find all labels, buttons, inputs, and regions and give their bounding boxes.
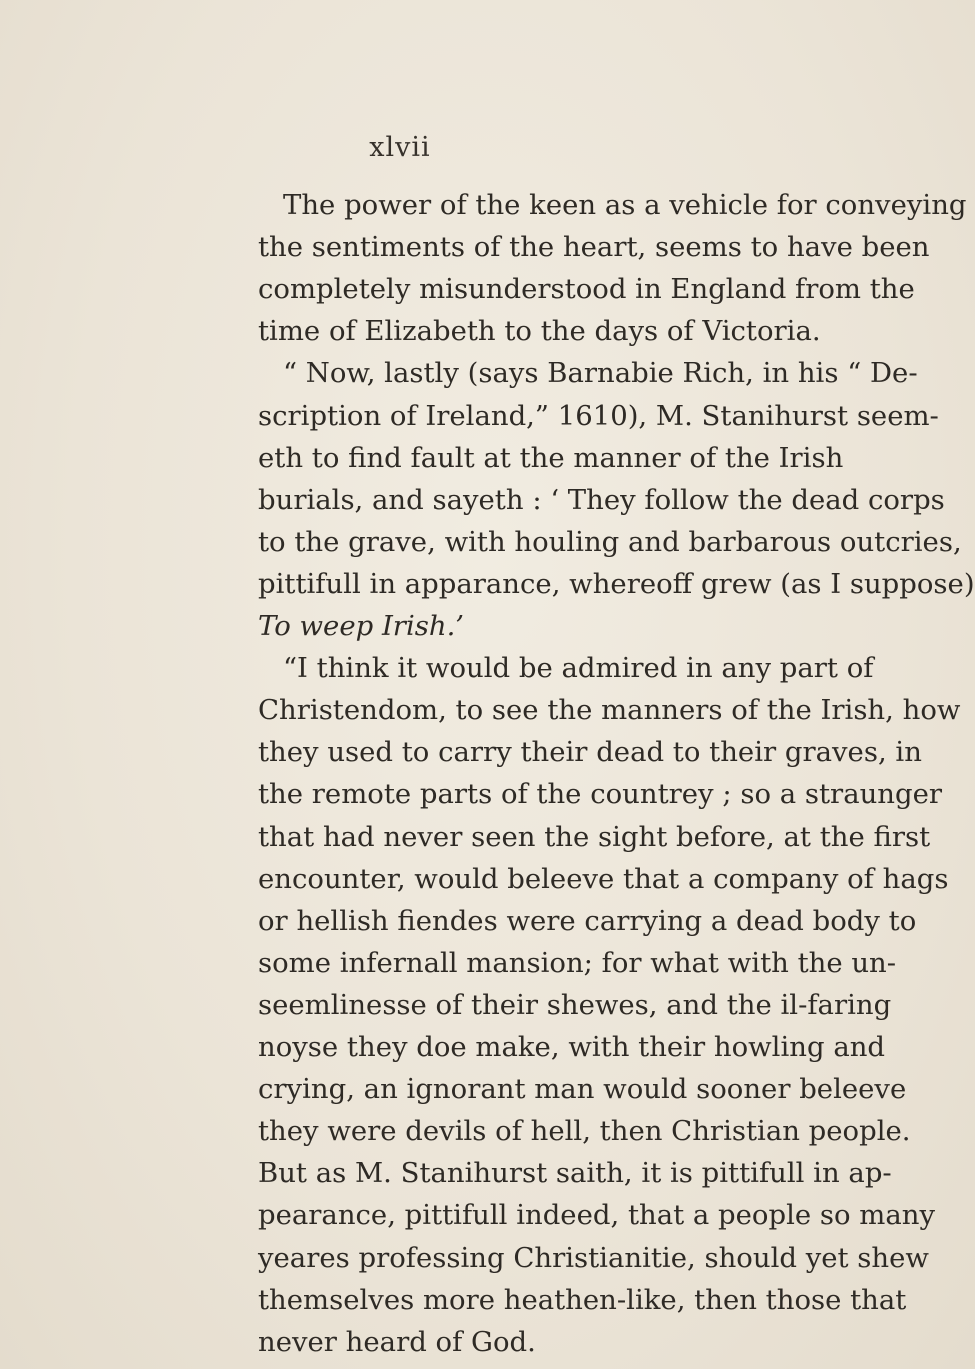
text-line: “I think it would be admired in any part of: [283, 652, 874, 684]
text-line: pittifull in apparance, whereoff grew (as I suppose): [258, 568, 975, 600]
text-line: themselves more heathen-like, then those that: [258, 1284, 907, 1316]
text-line: they used to carry their dead to their graves, in: [258, 736, 922, 768]
text-line: the sentiments of the heart, seems to have been: [258, 231, 930, 263]
text-line: To weep Irish.’: [258, 610, 465, 642]
text-line: never heard of God.: [258, 1326, 536, 1358]
text-line: crying, an ignorant man would sooner beleeve: [258, 1073, 907, 1105]
text-line: pearance, pittifull indeed, that a people so many: [258, 1199, 936, 1231]
text-line: “ Now, lastly (says Barnabie Rich, in his “ De-: [283, 357, 918, 389]
text-line: some infernall mansion; for what with the un-: [258, 947, 897, 979]
text-line: that had never seen the sight before, at the first: [258, 821, 931, 853]
text-line: yeares professing Christianitie, should yet shew: [258, 1242, 929, 1274]
text-line: But as M. Stanihurst saith, it is pittifull in ap-: [258, 1157, 892, 1189]
text-line: completely misunderstood in England from the: [258, 273, 915, 305]
text-line: scription of Ireland,” 1610), M. Stanihurst seem-: [258, 400, 939, 432]
text-line: seemlinesse of their shewes, and the il-faring: [258, 989, 892, 1021]
text-line: or hellish fiendes were carrying a dead body to: [258, 905, 917, 937]
text-line: the remote parts of the countrey ; so a straunger: [258, 778, 943, 810]
text-line: they were devils of hell, then Christian people.: [258, 1115, 911, 1147]
text-line: burials, and sayeth : ‘ They follow the dead corps: [258, 484, 945, 516]
text-line: time of Elizabeth to the days of Victoria.: [258, 315, 821, 347]
text-line: to the grave, with houling and barbarous outcries,: [258, 526, 962, 558]
text-line: encounter, would beleeve that a company of hags: [258, 863, 949, 895]
text-line: eth to find fault at the manner of the Irish: [258, 442, 844, 474]
text-line: Christendom, to see the manners of the Irish, how: [258, 694, 961, 726]
text-line: noyse they doe make, with their howling and: [258, 1031, 886, 1063]
page-number: xlvii: [369, 132, 431, 163]
text-line: The power of the keen as a vehicle for conveying: [283, 189, 967, 221]
